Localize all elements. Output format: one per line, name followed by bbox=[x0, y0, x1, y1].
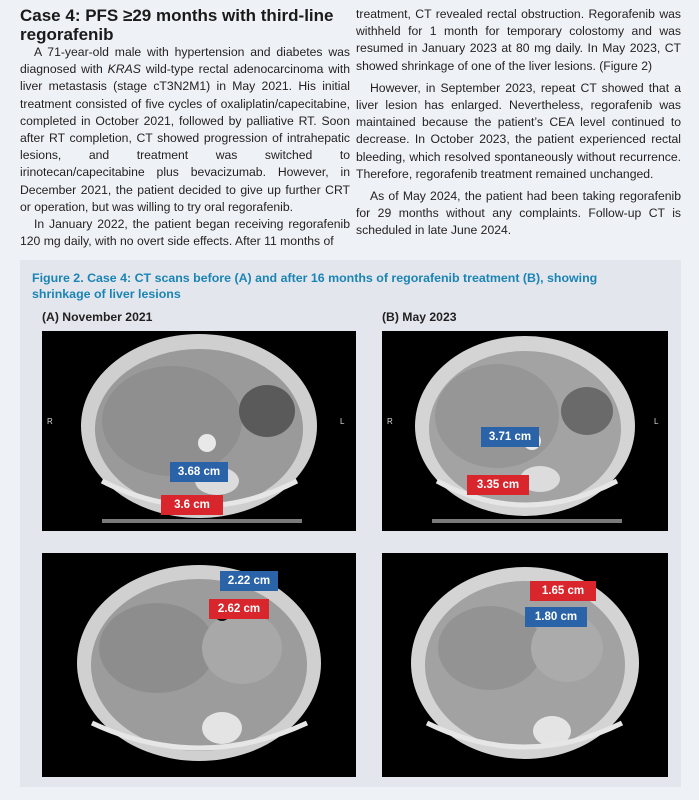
ct-scan-b-bottom bbox=[382, 553, 668, 777]
figure-2 bbox=[20, 260, 681, 787]
measurement-tag-a-top-blue: 3.68 cm bbox=[170, 462, 228, 482]
paragraph-4: As of May 2024, the patient had been taking regorafenib for 29 months without any complaints. Follow-up CT is scheduled in late June 2024. bbox=[356, 189, 681, 238]
p1-text-b: wild-type rectal adenocarcinoma with liver metastasis (stage cT3N2M1) in May 2021. His initial treatment consisted of five cycles of oxaliplatin/capecitabine, completed in October 2021, followed by palliative RT. Soon after RT completion, CT showed progression of intrahepatic lesions, and treatment was switched to irinotecan/capecitabine plus bevacizumab. However, in December 2021, the patient decided to give up further CRT or operation, but was willing to try oral regorafenib. bbox=[20, 62, 350, 214]
paragraph-3: However, in September 2023, repeat CT showed that a liver lesion has enlarged. Nevertheless, regorafenib was maintained because the patient’s CEA level continued to decrease. In October 2023, the patient experienced rectal bleeding, which resolved spontaneously without recurrence. Therefore, regorafenib treatment remained unchanged. bbox=[356, 80, 681, 181]
panel-b-label: (B) May 2023 bbox=[382, 310, 457, 324]
paragraph-2-continued: treatment, CT revealed rectal obstruction. Regorafenib was withheld for 1 month for temporary colostomy and was resumed in January 2023 at 80 mg daily. In May 2023, CT showed shrinkage of one of the liver lesions. (Figure 2) bbox=[356, 7, 681, 73]
measurement-tag-a-bottom-blue: 2.22 cm bbox=[220, 571, 278, 591]
side-marker-r: R bbox=[47, 417, 53, 426]
side-marker-l: L bbox=[340, 417, 345, 426]
case-heading: Case 4: PFS ≥29 months with third-line regorafenib bbox=[20, 6, 334, 44]
paragraph-2: In January 2022, the patient began receiving regorafenib 120 mg daily, with no overt side effects. After 11 months of bbox=[20, 217, 350, 249]
measurement-tag-b-top-red: 3.35 cm bbox=[467, 475, 529, 495]
p1-text-a: A 71-year-old male with hypertension and diabetes was diagnosed with bbox=[20, 45, 350, 77]
side-marker-r: R bbox=[387, 417, 393, 426]
p1-kras: KRAS bbox=[107, 62, 141, 77]
left-column bbox=[20, 6, 350, 250]
paragraph-1 bbox=[20, 44, 350, 216]
panel-a-label: (A) November 2021 bbox=[42, 310, 153, 324]
figure-title: Figure 2. Case 4: CT scans before (A) and after 16 months of regorafenib treatment (B), showing shrinkage of liver lesions bbox=[32, 271, 598, 301]
side-marker-l: L bbox=[654, 417, 659, 426]
ct-scan-a-bottom bbox=[42, 553, 356, 777]
measurement-tag-b-bottom-red: 1.65 cm bbox=[530, 581, 596, 601]
measurement-tag-a-top-red: 3.6 cm bbox=[161, 495, 223, 515]
measurement-tag-b-bottom-blue: 1.80 cm bbox=[525, 607, 587, 627]
measurement-tag-a-bottom-red: 2.62 cm bbox=[209, 599, 269, 619]
right-column bbox=[356, 6, 681, 240]
measurement-tag-b-top-blue: 3.71 cm bbox=[481, 427, 539, 447]
